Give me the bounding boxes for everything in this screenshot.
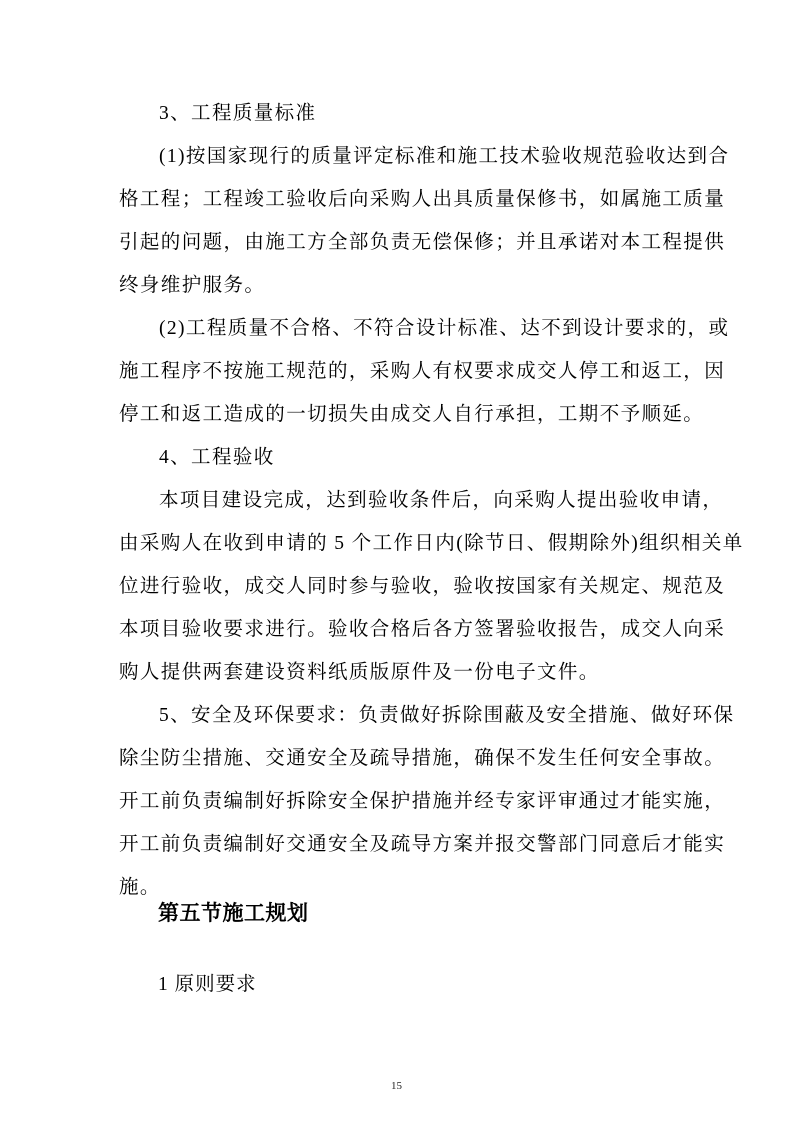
- body-text: [119, 92, 744, 909]
- paragraph-line: 5、安全及环保要求：负责做好拆除围蔽及安全措施、做好环保: [159, 705, 735, 726]
- heading-quality-standard: 3、工程质量标准: [159, 103, 317, 124]
- paragraph-line: 购人提供两套建设资料纸质版原件及一份电子文件。: [119, 662, 600, 683]
- page-number: 15: [391, 1080, 402, 1092]
- paragraph-line: 本项目建设完成，达到验收条件后，向采购人提出验收申请，: [159, 490, 724, 511]
- section-title: 第五节施工规划: [158, 901, 309, 925]
- paragraph-line: 格工程；工程竣工验收后向采购人出具质量保修书，如属施工质量: [119, 189, 726, 210]
- paragraph-line: 开工前负责编制好交通安全及疏导方案并报交警部门同意后才能实: [119, 834, 726, 855]
- paragraph-line: (1)按国家现行的质量评定标准和施工技术验收规范验收达到合: [159, 146, 730, 167]
- paragraph-line: 引起的问题，由施工方全部负责无偿保修；并且承诺对本工程提供: [119, 232, 726, 253]
- paragraph-line: 终身维护服务。: [119, 275, 266, 296]
- paragraph-line: 施。: [119, 877, 161, 898]
- paragraph-line: 由采购人在收到申请的 5 个工作日内(除节日、假期除外)组织相关单: [119, 533, 744, 554]
- paragraph-line: 开工前负责编制好拆除安全保护措施并经专家评审通过才能实施，: [119, 791, 726, 812]
- paragraph-line: 停工和返工造成的一切损失由成交人自行承担，工期不予顺延。: [119, 404, 705, 425]
- paragraph-line: 施工程序不按施工规范的，采购人有权要求成交人停工和返工，因: [119, 361, 726, 382]
- heading-acceptance: 4、工程验收: [159, 447, 275, 468]
- subsection-title: 1 原则要求: [158, 974, 257, 995]
- paragraph-line: 本项目验收要求进行。验收合格后各方签署验收报告，成交人向采: [119, 619, 726, 640]
- paragraph-line: (2)工程质量不合格、不符合设计标准、达不到设计要求的，或: [159, 318, 730, 339]
- paragraph-line: 除尘防尘措施、交通安全及疏导措施，确保不发生任何安全事故。: [119, 748, 726, 769]
- paragraph-line: 位进行验收，成交人同时参与验收，验收按国家有关规定、规范及: [119, 576, 726, 597]
